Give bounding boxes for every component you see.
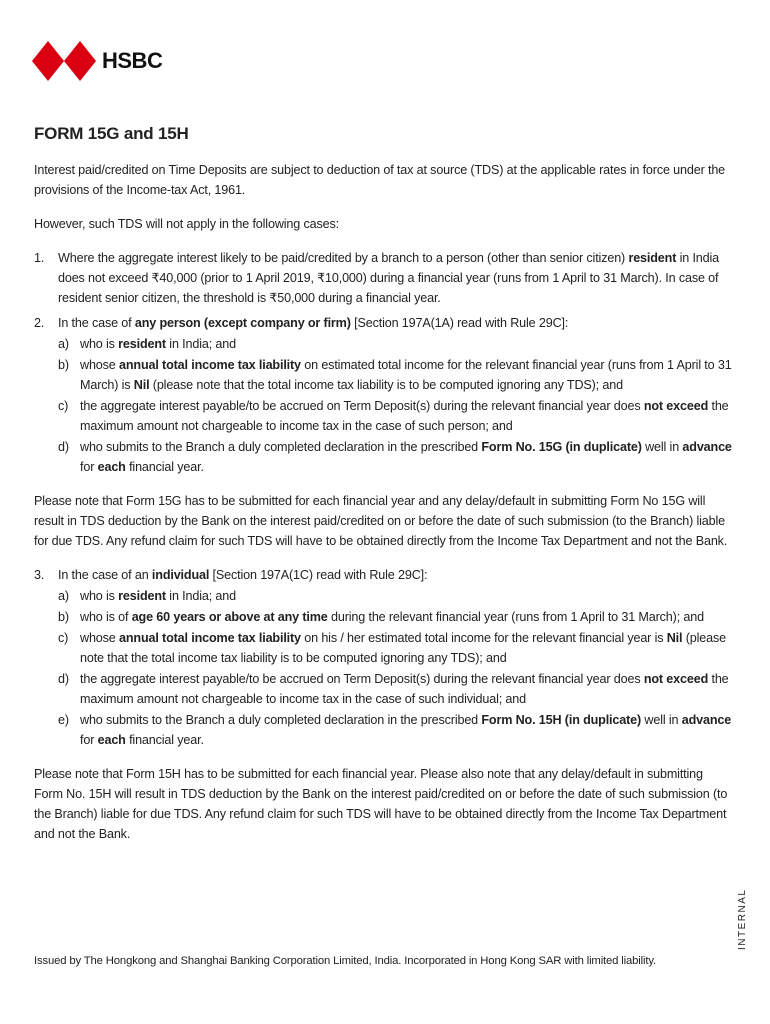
note-15g: Please note that Form 15G has to be submitted for each financial year and any delay/default in submitting Form No 15G will result in TDS deduction by the Bank on the interest paid/credited on or before the date of such submission (to the Branch) liable for due TDS. Any refund claim for such TDS will have to be obtained directly from the Income Tax Department and not the Bank. [34,494,728,548]
sub-item-a: a) who is resident in India; and [58,337,236,351]
exceptions-list [34,248,734,477]
exceptions-lead: However, such TDS will not apply in the following cases: [34,217,339,231]
sub-item-e: e) who submits to the Branch a duly completed declaration in the prescribed Form No. 15H (in duplicate) well in advance for each financial year. [58,713,732,747]
item-text: Where the aggregate interest likely to be paid/credited by a branch to a person (other than senior citizen) resident in India does not exceed ₹40,000 (prior to 1 April 2019, ₹10,000) during a financial year (runs from 1 April to 31 March). In case of resident senior citizen, the threshold is ₹50,000 during a financial year. [58,251,720,305]
intro-paragraph: Interest paid/credited on Time Deposits are subject to deduction of tax at source (TDS) at the applicable rates in force under the provisions of the Income-tax Act, 1961. [34,163,726,197]
item-number: 1. [34,251,45,265]
sub-item-d: d) the aggregate interest payable/to be accrued on Term Deposit(s) during the relevant financial year does not exceed the maximum amount not chargeable to income tax in the case of such individual; and [58,672,729,706]
hsbc-hexagon-icon [32,40,96,82]
sub-list [58,586,734,750]
sub-item-c: c) the aggregate interest payable/to be accrued on Term Deposit(s) during the relevant financial year does not exceed the maximum amount not chargeable to income tax in the case of such person; and [58,399,729,433]
document-body [34,124,734,844]
list-item-3 [34,565,734,750]
sub-item-b: b) who is of age 60 years or above at any time during the relevant financial year (runs from 1 April to 31 March); and [58,610,704,624]
list-item-2 [34,313,734,477]
brand-name: HSBC [102,48,163,73]
page-title: FORM 15G and 15H [34,124,189,143]
item-text: In the case of any person (except company or firm) [Section 197A(1A) read with Rule 29C]: [58,316,569,330]
sub-item-d: d) who submits to the Branch a duly completed declaration in the prescribed Form No. 15G (in duplicate) well in advance for each financial year. [58,440,732,474]
footer-issuer-note: Issued by The Hongkong and Shanghai Banking Corporation Limited, India. Incorporated in Hong Kong SAR with limited liability. [34,955,656,967]
sub-list [58,334,734,477]
exceptions-list-continued [34,565,734,750]
list-item-1 [34,248,734,308]
sub-item-b: b) whose annual total income tax liability on estimated total income for the relevant financial year (runs from 1 April to 31 March) is Nil (please note that the total income tax liability is to be computed ignoring any TDS); and [58,358,732,392]
note-15h: Please note that Form 15H has to be submitted for each financial year. Please also note that any delay/default in submitting Form No. 15H will result in TDS deduction by the Bank on the interest paid/credited on or before the date of such submission (to the Branch) liable for due TDS. Any refund claim for such TDS will have to be obtained directly from the Income Tax Department and not the Bank. [34,767,728,841]
sub-item-a: a) who is resident in India; and [58,589,236,603]
sub-item-c: c) whose annual total income tax liability on his / her estimated total income for the relevant financial year is Nil (please note that the total income tax liability is to be computed ignoring any TDS); and [58,631,726,665]
classification-label: INTERNAL [737,888,748,950]
item-text: In the case of an individual [Section 197A(1C) read with Rule 29C]: [58,568,428,582]
item-number: 3. [34,568,45,582]
item-number: 2. [34,316,45,330]
hsbc-logo [32,40,162,82]
